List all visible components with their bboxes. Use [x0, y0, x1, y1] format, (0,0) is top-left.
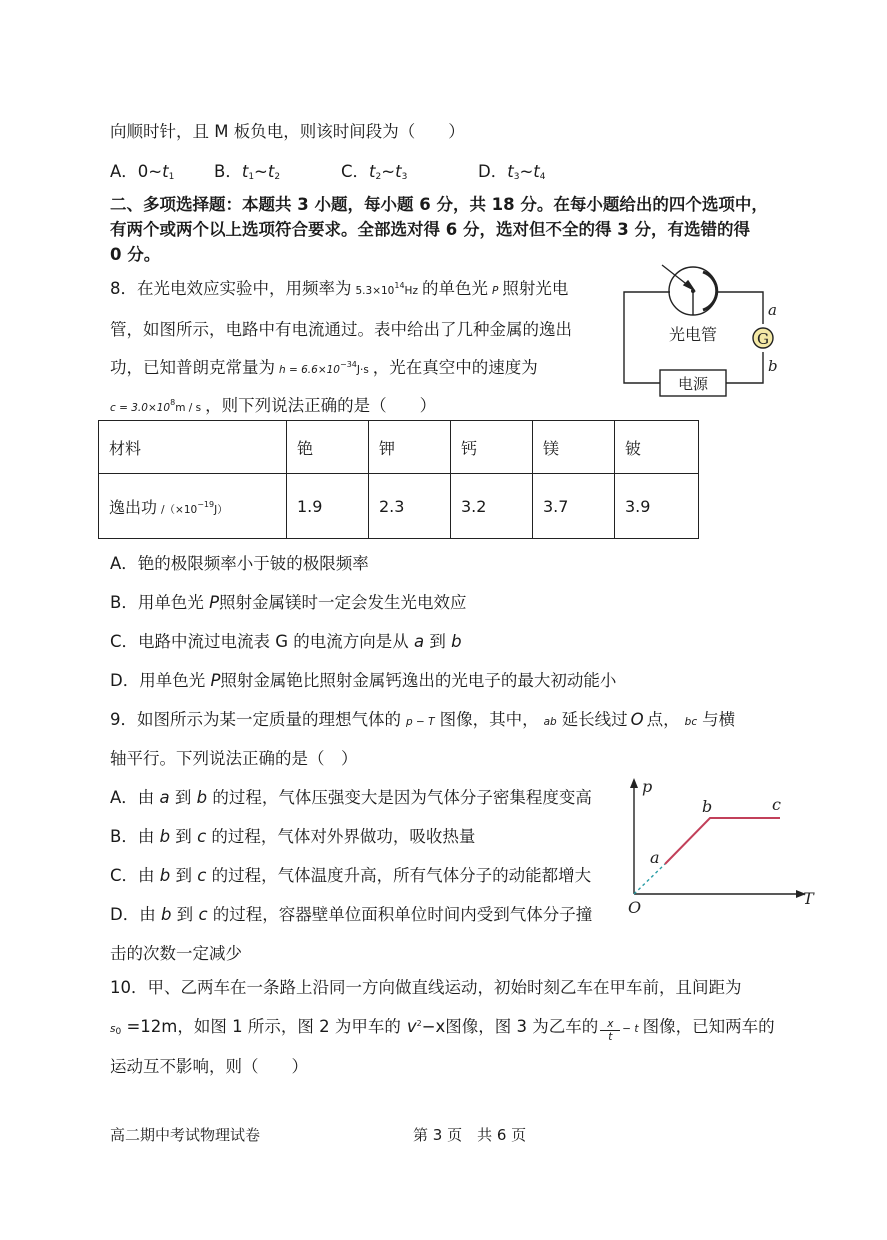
question-9-line-1: 9．如图所示为某一定质量的理想气体的 p − T 图像，其中， ab 延长线过 O 点， bc 与横: [110, 710, 736, 729]
t-axis-label: T: [803, 889, 814, 908]
footer-exam-title: 高二期中考试物理试卷: [110, 1126, 261, 1144]
point-a-label: a: [650, 848, 660, 867]
question-9-option-a: A．由 a 到 b 的过程，气体压强变大是因为气体分子密集程度变高: [110, 788, 592, 807]
table-cell: 3.2: [451, 474, 533, 539]
galvanometer-label: G: [757, 330, 769, 348]
power-source-label: 电源: [677, 375, 709, 393]
question-10-line-2: $s_0 =12m$，如图 1 所示，图 2 为甲车的 $v^2-x$图像，图 3 为乙车的 $\frac{x}{t}$ − t 图像，已知两车的: [110, 1017, 775, 1043]
question-9-option-b: B．由 b 到 c 的过程，气体对外界做功，吸收热量: [110, 827, 476, 846]
question-10-line-3: 运动互不影响，则（ ）: [110, 1057, 308, 1076]
p-t-graph: [620, 770, 820, 915]
phototube-label: 光电管: [668, 325, 718, 344]
photoelectric-circuit-diagram: [600, 258, 800, 408]
table-header-row: [99, 421, 699, 474]
question-10-line-1: 10．甲、乙两车在一条路上沿同一方向做直线运动，初始时刻乙车在甲车前，且间距为: [110, 978, 742, 997]
table-cell: 3.9: [615, 474, 699, 539]
footer-page-number: 第 3 页 共 6 页: [413, 1126, 527, 1144]
work-function-table: [98, 420, 699, 539]
table-cell: 3.7: [533, 474, 615, 539]
table-cell: 钾: [369, 421, 451, 474]
terminal-a-label: a: [768, 301, 777, 319]
table-cell: 2.3: [369, 474, 451, 539]
question-9-option-d: D．由 b 到 c 的过程，容器壁单位面积单位时间内受到气体分子撞: [110, 905, 593, 924]
question-8-option-c: C．电路中流过电流表 G 的电流方向是从 a 到 b: [110, 632, 462, 651]
section-2-heading-line-3: 0 分。: [110, 245, 161, 264]
fraction-x-over-t: $\frac{x}{t}$: [600, 1018, 620, 1043]
question-8-line-4: $c = 3.0\times 10^8m / s$ ，则下列说法正确的是（ ）: [110, 396, 437, 415]
table-row: [99, 474, 699, 539]
section-2-heading-line-2: 有两个或两个以上选项符合要求。全部选对得 6 分，选对但不全的得 3 分，有选错的得: [110, 220, 750, 239]
question-8-line-1: 8．在光电效应实验中，用频率为 $5.3\times 10^{14}Hz$ 的单色光 P 照射光电: [110, 279, 569, 298]
process-line: [665, 818, 780, 864]
table-cell: 钙: [451, 421, 533, 474]
section-2-heading-line-1: 二、多项选择题：本题共 3 小题，每小题 6 分，共 18 分。在每小题给出的四个选项中，: [110, 195, 768, 214]
extension-line: [634, 864, 665, 894]
frequency-value: $5.3\times 10^{14}Hz$: [355, 281, 418, 297]
table-cell: 材料: [99, 421, 287, 474]
table-cell: 逸出功 $/(\times 10^{-19}J)$: [99, 474, 287, 539]
p-axis-label: p: [642, 777, 653, 796]
question-7-continuation: 向顺时针，且 M 板负电，则该时间段为（ ）: [110, 122, 465, 141]
point-c-label: c: [772, 795, 781, 814]
planck-constant: $h = 6.6\times 10^{-34}J\cdot s$: [279, 360, 369, 376]
question-7-options: [110, 158, 610, 180]
table-cell: 铍: [615, 421, 699, 474]
question-8-option-b: B．用单色光 P照射金属镁时一定会发生光电效应: [110, 593, 467, 612]
question-9-option-c: C．由 b 到 c 的过程，气体温度升高，所有气体分子的动能都增大: [110, 866, 592, 885]
question-9-option-d-continuation: 击的次数一定减少: [110, 944, 242, 963]
question-9-line-2: 轴平行。下列说法正确的是（ ）: [110, 749, 358, 768]
light-speed: $c = 3.0\times 10^8m / s$: [110, 398, 202, 414]
terminal-b-label: b: [768, 357, 778, 375]
option-a: A．$0\sim t_1$: [110, 162, 175, 182]
question-8-option-a: A．铯的极限频率小于铍的极限频率: [110, 554, 369, 573]
question-8-line-3: 功，已知普朗克常量为 $h = 6.6\times 10^{-34}J\cdot s$ ，光在真空中的速度为: [110, 358, 538, 377]
option-b: B．$t_1\sim t_2$: [214, 162, 281, 182]
question-8-line-2: 管，如图所示，电路中有电流通过。表中给出了几种金属的逸出: [110, 320, 572, 339]
table-cell: 镁: [533, 421, 615, 474]
origin-label: O: [628, 898, 642, 917]
option-d: D．$t_3\sim t_4$: [478, 162, 546, 182]
option-c: C．$t_2\sim t_3$: [341, 162, 408, 182]
table-cell: 铯: [287, 421, 369, 474]
question-8-option-d: D．用单色光 P照射金属铯比照射金属钙逸出的光电子的最大初动能小: [110, 671, 617, 690]
table-cell: 1.9: [287, 474, 369, 539]
point-b-label: b: [702, 797, 713, 816]
